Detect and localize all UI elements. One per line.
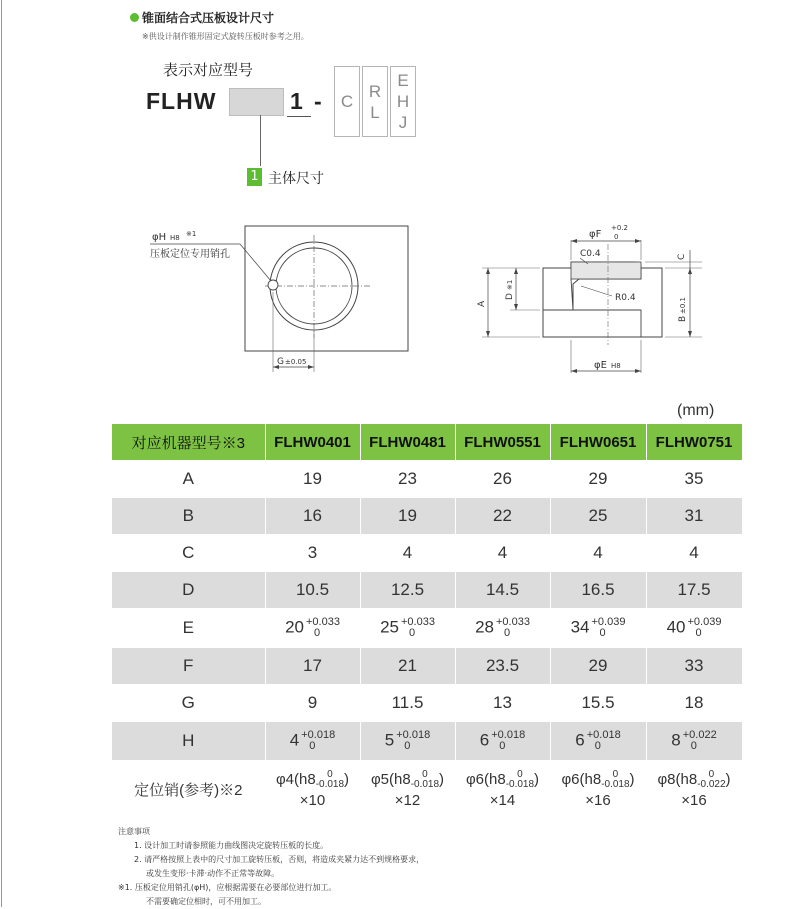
h-tolerance	[396, 730, 430, 752]
notes-section	[118, 825, 424, 909]
model-header: FLHW0481	[360, 424, 455, 461]
model-header: FLHW0401	[265, 424, 360, 461]
tol-lo: 0	[594, 740, 601, 752]
table-cell	[265, 609, 360, 648]
c-label: C	[677, 253, 687, 260]
table-cell: 31	[646, 498, 742, 535]
tol-lo: 0	[313, 627, 321, 639]
table-cell: 29	[550, 648, 646, 685]
tol-lo: 0	[499, 740, 506, 752]
table-cell	[550, 722, 646, 761]
table-cell: 14.5	[455, 572, 550, 609]
option-h: H	[396, 92, 410, 111]
e-sub: H8	[611, 362, 621, 370]
pin-tolerance: 0 -0.022	[697, 769, 726, 790]
table-cell	[646, 761, 742, 819]
f-label: φF	[589, 229, 602, 240]
d-label: D	[505, 293, 515, 300]
table-cell: 11.5	[360, 685, 455, 722]
tol-up: +0.033	[305, 616, 340, 628]
table-cell	[646, 722, 742, 761]
row-label: 定位销(参考)※2	[112, 761, 265, 819]
table-cell	[455, 609, 550, 648]
dimension-table	[112, 424, 743, 819]
table-row	[112, 648, 742, 685]
model-dash: -	[314, 88, 322, 114]
pin-tolerance: 0 -0.018	[410, 769, 440, 790]
tol-up: +0.018	[301, 729, 336, 741]
table-cell: 9	[265, 685, 360, 722]
row-label: F	[112, 648, 265, 685]
tol-up: +0.018	[586, 729, 621, 741]
table-cell: 13	[455, 685, 550, 722]
table-cell: 21	[360, 648, 455, 685]
section-subtitle: ※供设计制作锥形固定式旋转压板时参考之用。	[142, 32, 309, 41]
model-header: FLHW0751	[646, 424, 742, 461]
table-row	[112, 685, 742, 722]
table-cell: 17.5	[646, 572, 742, 609]
table-cell: 22	[455, 498, 550, 535]
e-label: φE	[594, 360, 607, 371]
table-cell	[646, 609, 742, 648]
e-tolerance	[591, 617, 625, 639]
corner-cell: 对应机器型号※3	[112, 424, 265, 461]
table-row	[112, 572, 742, 609]
table-cell: 18	[646, 685, 742, 722]
table-row	[112, 609, 742, 648]
option-j: J	[398, 113, 408, 132]
table-cell	[550, 761, 646, 819]
model-base: FLHW	[146, 88, 217, 114]
option-e: E	[397, 71, 409, 90]
note-3: ※1. 压板定位用销孔(φH)，应根据需要在必要部位进行加工。	[118, 883, 337, 892]
table-row	[112, 498, 742, 535]
model-number: 1	[290, 88, 303, 114]
row-label: B	[112, 498, 265, 535]
table-cell: 4	[550, 535, 646, 572]
pin-size: φ8(h8 0 -0.022 )	[657, 769, 731, 790]
h-value: 6	[575, 730, 585, 750]
e-value: 20	[285, 617, 304, 637]
tol-up: +0.018	[396, 729, 431, 741]
option-c: C	[340, 92, 354, 111]
table-header-row	[112, 424, 742, 461]
table-cell: 3	[265, 535, 360, 572]
tol-lo: 0	[503, 627, 511, 639]
technical-drawings	[0, 0, 806, 400]
e-value: 28	[475, 617, 494, 637]
table-cell	[455, 722, 550, 761]
g-label: G	[277, 357, 284, 367]
table-cell: 15.5	[550, 685, 646, 722]
tol-up: +0.022	[682, 729, 717, 741]
table-cell: 26	[455, 461, 550, 498]
row-label: D	[112, 572, 265, 609]
e-tolerance	[306, 617, 340, 639]
table-cell: 12.5	[360, 572, 455, 609]
tol-lo: 0	[690, 740, 697, 752]
pin-size: φ6(h8 0 -0.018 )	[465, 769, 540, 790]
table-row	[112, 461, 742, 498]
phi-h-sub: H8	[170, 234, 180, 242]
table-row	[112, 722, 742, 761]
note-2a: 2. 请严格按照上表中的尺寸加工旋转压板，否则，将造成夹紧力达不到规格要求，	[134, 855, 425, 864]
row-label: E	[112, 609, 265, 648]
tol-lo: 0	[309, 740, 316, 752]
pin-tolerance: 0 -0.018	[315, 769, 345, 790]
table-cell	[550, 609, 646, 648]
tol-up: +0.018	[491, 729, 526, 741]
option-r: R	[368, 81, 382, 101]
pin-hole-label: 压板定位专用销孔	[150, 249, 230, 260]
table-cell: 25	[550, 498, 646, 535]
row-label: C	[112, 535, 265, 572]
h-tolerance	[491, 730, 525, 752]
tol-up: +0.039	[591, 616, 626, 628]
table-cell: 16.5	[550, 572, 646, 609]
unit-label: (mm)	[677, 402, 715, 419]
table-cell	[265, 761, 360, 819]
pin-tolerance: 0 -0.018	[505, 769, 535, 790]
tol-up: +0.039	[687, 616, 722, 628]
tol-lo: 0	[408, 627, 416, 639]
notes-title: 注意事项	[118, 827, 150, 836]
phi-h-note: ※1	[186, 230, 197, 238]
pin-qty: ×16	[681, 792, 707, 809]
h-value: 5	[384, 730, 395, 750]
f-tol-lo: 0	[614, 233, 619, 241]
e-tolerance	[401, 617, 435, 639]
e-value: 34	[570, 617, 590, 637]
b-label: B	[678, 315, 688, 322]
note-1: 1. 设计加工时请参照能力曲线图决定旋转压板的长度。	[134, 841, 329, 850]
pin-tolerance: 0 -0.018	[601, 769, 630, 790]
e-tolerance	[496, 617, 530, 639]
d-note: ※1	[506, 279, 514, 290]
e-tolerance	[687, 617, 721, 639]
table-row	[112, 535, 742, 572]
e-value: 25	[380, 617, 399, 637]
table-cell: 4	[646, 535, 742, 572]
pin-size: φ5(h8 0 -0.018 )	[370, 769, 445, 790]
tol-up: +0.033	[400, 616, 435, 628]
h-value: 4	[289, 730, 300, 750]
table-cell	[455, 761, 550, 819]
table-cell	[360, 609, 455, 648]
table-cell: 29	[550, 461, 646, 498]
table-cell: 4	[455, 535, 550, 572]
b-tol: ±0.1	[679, 297, 687, 314]
table-cell: 19	[265, 461, 360, 498]
table-row	[112, 761, 742, 819]
pin-qty: ×10	[299, 792, 326, 809]
tol-up: +0.033	[495, 616, 530, 628]
e-value: 40	[666, 617, 686, 637]
table-cell: 33	[646, 648, 742, 685]
table-cell	[265, 722, 360, 761]
h-tolerance	[301, 730, 335, 752]
option-l: L	[370, 102, 380, 122]
h-value: 8	[671, 730, 681, 750]
table-cell: 16	[265, 498, 360, 535]
phi-h-label: φH	[152, 232, 167, 243]
section-title: 锥面结合式压板设计尺寸	[142, 11, 275, 25]
pin-qty: ×14	[489, 792, 516, 809]
model-caption: 表示对应型号	[163, 61, 254, 79]
table-cell	[360, 761, 455, 819]
table-cell: 35	[646, 461, 742, 498]
row-label: A	[112, 461, 265, 498]
h-tolerance	[587, 730, 621, 752]
pin-qty: ×16	[585, 792, 611, 809]
model-header: FLHW0551	[455, 424, 550, 461]
table-cell: 4	[360, 535, 455, 572]
table-cell: 19	[360, 498, 455, 535]
c04-label: C0.4	[580, 249, 601, 259]
tol-lo: 0	[695, 627, 702, 639]
table-cell: 10.5	[265, 572, 360, 609]
body-size-label: 主体尺寸	[268, 171, 324, 187]
pin-size: φ6(h8 0 -0.018 )	[561, 769, 635, 790]
g-tol: ±0.05	[285, 358, 307, 366]
h-tolerance	[683, 730, 717, 752]
table-cell	[360, 722, 455, 761]
pin-qty: ×12	[394, 792, 421, 809]
body-size-badge: 1	[247, 168, 262, 186]
table-cell: 17	[265, 648, 360, 685]
note-2b: 或发生变形·卡滞·动作不正常等故障。	[146, 869, 280, 878]
model-header: FLHW0651	[550, 424, 646, 461]
f-tol-up: +0.2	[611, 224, 628, 232]
h-value: 6	[479, 730, 490, 750]
table-cell: 23	[360, 461, 455, 498]
pin-size: φ4(h8 0 -0.018 )	[275, 769, 350, 790]
row-label: G	[112, 685, 265, 722]
left-drawing	[150, 226, 408, 372]
tol-lo: 0	[599, 627, 606, 639]
note-3b: 不需要确定位相时，可不用加工。	[146, 897, 266, 906]
table-cell: 23.5	[455, 648, 550, 685]
a-label: A	[477, 300, 487, 307]
r04-label: R0.4	[615, 293, 636, 303]
tol-lo: 0	[404, 740, 411, 752]
right-drawing	[477, 224, 702, 373]
row-label: H	[112, 722, 265, 761]
